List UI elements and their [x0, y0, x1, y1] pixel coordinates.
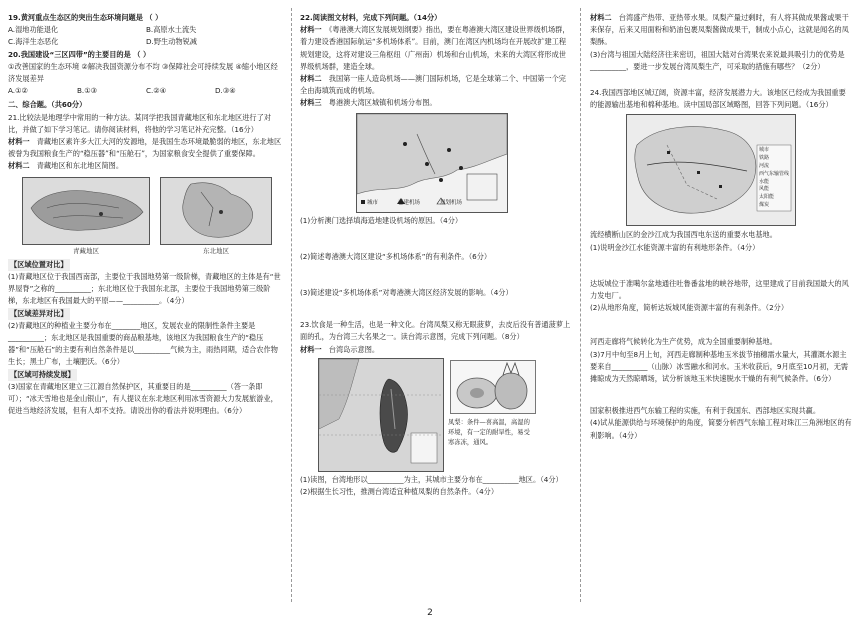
q19-options: [8, 36, 284, 48]
column-3: [590, 12, 852, 442]
q24-part-3: (3)7月中旬至8月上旬，河西走廊制种基地玉米拔节抽穗需水量大，其灌溉水源主要来自__________（山脉）冰雪融水和河水。玉米收获后，9月底至10月初，无需摊晾成为天然晾晒场，试分析该地玉米快速脱水干燥的有利气候条件。（6分）: [590, 349, 849, 384]
column-divider: [580, 8, 581, 602]
q20-option-c: C.②④: [146, 86, 167, 96]
material-1: [8, 136, 284, 160]
answer-space[interactable]: [300, 299, 572, 319]
subsection-heading: 【区域可持续发展】: [8, 369, 77, 381]
q20-option-d: D.③④: [215, 86, 236, 96]
q20-items: ①改善国家的生态环境 ②解决我国资源分布不均 ③保障社会可持续发展 ④缩小地区经济发展差异: [8, 61, 278, 84]
legend-item: 城市: [367, 200, 379, 207]
q24-part-2: (2)从地形角度，简析达坂城风能资源丰富的有利条件。（2分）: [590, 303, 789, 313]
map-caption: 东北地区: [203, 246, 229, 255]
legend-item: 河流: [759, 163, 770, 170]
pineapple-note: 凤梨：条件—喜高温，高湿的环境，有一定的耐旱性，易受寒冻冻，通风。: [448, 418, 530, 446]
material-label: 材料二: [300, 74, 322, 84]
hexi-note: 河西走廊将气候转化为生产优势，成为全国重要制种基地。: [590, 337, 777, 347]
gba-map: [356, 113, 508, 213]
answer-space[interactable]: [590, 385, 852, 405]
subsection-heading: 【区域差异对比】: [8, 308, 70, 320]
page-number: 2: [427, 608, 433, 618]
question-21: 21.比较法是地理学中常用的一种方法。某同学把我国青藏地区和东北地区进行了对比，并做了如下学习笔记。请你阅读材料，将他的学习笔记补充完整。（16分）: [8, 112, 271, 134]
q23-part-3: (3)台湾与祖国大陆经济往来密切，祖国大陆对台湾果农来说最具吸引力的优势是__________，要进一步发展台湾凤梨生产，可采取的措施有哪些？（2分）: [590, 49, 845, 71]
material-2: [300, 73, 572, 97]
material-label: 材料二: [8, 161, 30, 171]
answer-space[interactable]: [590, 314, 852, 336]
legend-item: 风能: [759, 186, 770, 193]
question-20: 20.我国建设“三区四带”的主要目的是 （ ）: [8, 49, 151, 59]
material-text: 我国第一座人造岛机场——澳门国际机场，它是全球第二个、中国第一个完全由海填筑而成的机场。: [300, 74, 566, 96]
q23-part-1: (1)读图，台湾地形以__________为主，其城市主要分布在__________地区。（4分）: [300, 474, 563, 484]
column-divider: [291, 8, 292, 602]
q21-part-3: (3)国家在青藏地区建立三江源自然保护区，其重要目的是__________（答一条即可）；“冰天雪地也是金山银山”，有人提议在东北地区利用冰雪资源大力发展旅游业，促进当地经济发展，但有人却不支持。请说出你的看法并说明理由。（6分）: [8, 381, 278, 416]
maps-row: [22, 177, 284, 257]
q23-part-2: (2)根据生长习性，推测台湾适宜种植凤梨的自然条件。（4分）: [300, 487, 499, 497]
q24-part-1: (1)说明金沙江水能资源丰富的有利地形条件。（4分）: [590, 242, 760, 252]
q19-option-a: A.湿地功能退化: [8, 25, 59, 35]
material-label: 材料一: [8, 137, 30, 147]
material-3: [300, 97, 572, 109]
question-19: 19.黄河重点生态区的突出生态环境问题是 （ ）: [8, 13, 163, 22]
q19-options: [8, 24, 284, 36]
material-1: [300, 24, 572, 73]
column-2: [300, 12, 572, 498]
legend-item: 太阳能: [759, 194, 775, 201]
material-text: 《粤港澳大湾区发展规划纲要》指出，要在粤港澳大湾区建设世界级机场群，着力建设香港国际航运“多机场体系”。目前，澳门在湾区内机场均在开展改扩建工程规划建设，这将对建设三角枢纽（广州南）机场和台山机场，未来的大湾区将形成世界级机场群，建造全球。: [300, 25, 570, 71]
legend-item: 水能: [759, 178, 770, 185]
legend-item: 已建机场: [398, 200, 421, 207]
material-label: 材料三: [300, 98, 322, 108]
dongbei-map-graphic: [161, 178, 271, 244]
q19-option-d: D.野生动物锐减: [146, 37, 197, 47]
legend-item: 煤炭: [759, 202, 770, 208]
material-label: 材料一: [300, 25, 322, 35]
map-qingzang: [22, 177, 150, 257]
q22-part-1: (1)分析澳门选择填海造地建设机场的原因。（4分）: [300, 215, 463, 225]
material-text: 青藏地区素许多大江大河的发源地，是我国生态环境最脆弱的地区，东北地区被誉为我国粮食生产的“稳压器”和“压舱石”，为国家粮食安全提供了重要保障。: [8, 137, 282, 159]
q19-option-b: B.高原水土流失: [146, 25, 197, 35]
material-text: 台湾盛产热带、亚热带水果。凤梨产量过剩时，有人将其做成果酱或果干来保存，后来又用面粉和奶油包裹凤梨酱做成果干，制成小点心，这就是闻名的凤梨酥。: [590, 13, 849, 47]
west-east-note: 国家积极推进西气东输工程的实施，有利于我国东、西部地区实现共赢。: [590, 406, 821, 416]
material-label: 材料二: [590, 13, 612, 22]
q20-option-a: A.①②: [8, 86, 28, 96]
q24-part-4: (4)试从能源供给与环境保护的角度，简要分析西气东输工程对珠江三角洲地区的有利影响。（4分）: [590, 418, 852, 440]
q21-part-1: (1)青藏地区位于我国西南部，主要位于我国地势第一级阶梯，青藏地区的主体是有“世界屋脊”之称的__________；东北地区位于我国东北部，主要位于我国地势第三级阶梯，东北地区有我国最大的平原——__________。（4分）: [8, 272, 281, 306]
taiwan-map: [318, 358, 444, 472]
legend-item: 规划机场: [440, 200, 463, 207]
material-text: 青藏地区和东北地区简图。: [36, 161, 124, 171]
taiwan-map-graphic: [319, 359, 443, 471]
answer-space[interactable]: [590, 73, 852, 87]
material-text: 粤港澳大湾区城镇和机场分布图。: [328, 98, 437, 108]
answer-space[interactable]: [590, 254, 852, 278]
legend-item: 城市: [759, 147, 770, 154]
q21-part-2: (2)青藏地区的种植业主要分布在________地区，发展农业的限制性条件主要是__________；东北地区是我国重要的商品粮基地，该地区为我国粮食生产的“稳压器”和“压舱石”的主要有利自然条件是以__________气候为主，雨热同期，适合农作物生长；黑土广布，土壤肥沃。（6分）: [8, 320, 278, 367]
q22-part-3: (3)简述建设“多机场体系”对粤港澳大湾区经济发展的影响。（4分）: [300, 288, 513, 298]
material-label: 材料一: [300, 344, 322, 354]
q22-part-2: (2)简述粤港澳大湾区建设“多机场体系”的有利条件。（6分）: [300, 251, 492, 261]
map-legend: [367, 197, 462, 209]
section-heading: 二、综合题。（共60分）: [8, 100, 87, 110]
question-23: 23.饮食是一种生活，也是一种文化。台湾凤梨又称无眼菠萝，去皮后没有普通菠萝上面的孔，为台湾三大名果之一。读台湾示意图，完成下列问题。（8分）: [300, 320, 571, 342]
answer-space[interactable]: [300, 263, 572, 287]
legend-item: 铁路: [759, 155, 770, 162]
answer-space[interactable]: [300, 227, 572, 251]
map-legend: [759, 147, 791, 209]
subsection-heading: 【区域位置对比】: [8, 259, 70, 271]
pineapple-image: [450, 360, 536, 414]
material-2: [590, 12, 852, 49]
q20-option-b: B.①③: [77, 86, 98, 96]
qingzang-map-graphic: [23, 178, 149, 244]
map-dongbei: [160, 177, 272, 257]
taiwan-figure: [300, 356, 572, 474]
dabancheng-note: 达坂城位于准噶尔盆地通往吐鲁番盆地的峡谷地带，这里建成了目前我国最大的风力发电厂。: [590, 278, 849, 301]
material-text: 台湾岛示意图。: [328, 344, 380, 354]
legend-item: 西气东输管线: [759, 170, 790, 177]
pineapple-graphic: [451, 361, 535, 413]
column-1: [8, 12, 284, 417]
jinsha-note: 流经横断山区的金沙江成为我国西电东送的重要水电基地。: [590, 230, 777, 240]
material-2: [8, 160, 284, 172]
material-1: [300, 344, 572, 356]
q20-options: [8, 85, 284, 97]
map-caption: 青藏地区: [73, 246, 99, 255]
question-24: 24.我国西部地区城辽阔，资源丰富，经济发展潜力大。该地区已经成为我国重要的能源输出基地和棉种基地。读中国局部区域略图，回答下列问题。（16分）: [590, 88, 846, 110]
question-22: 22.阅读图文材料，完成下列问题。（14分）: [300, 13, 442, 22]
west-china-map: [626, 114, 796, 226]
q19-option-c: C.海洋生态恶化: [8, 37, 59, 47]
